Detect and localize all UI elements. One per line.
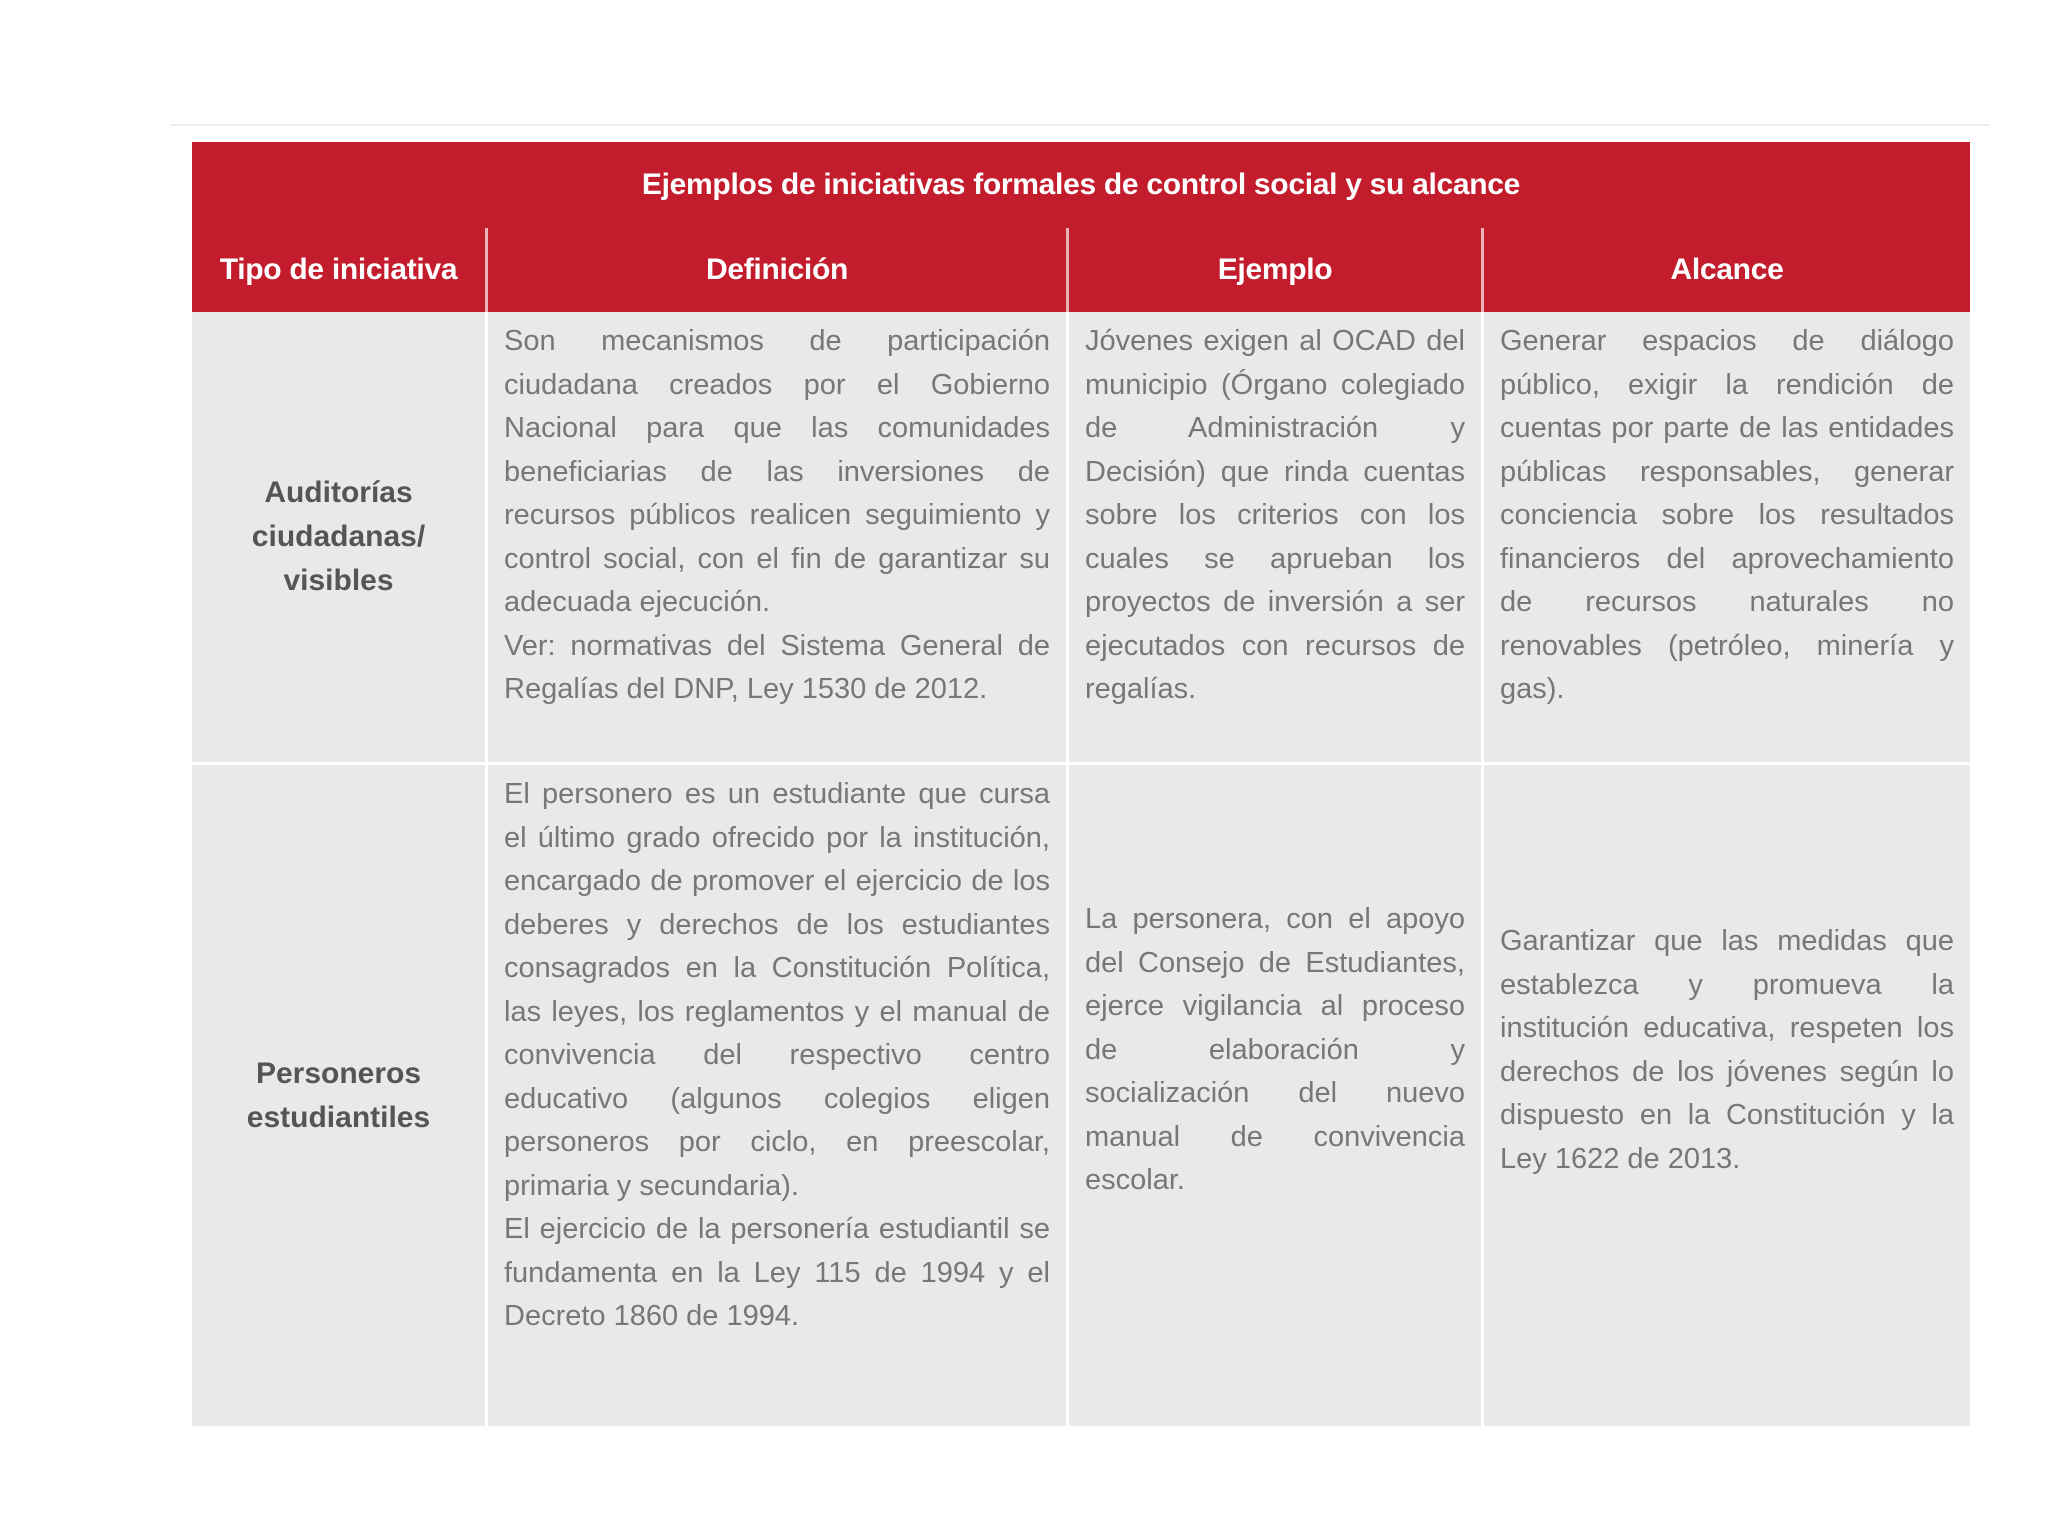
header-tipo: Tipo de iniciativa bbox=[192, 228, 485, 312]
row-2-alcance bbox=[1484, 765, 1970, 1426]
row-2-ejemplo bbox=[1069, 765, 1481, 1426]
row-2-ejemplo-text: La personera, con el apoyo del Consejo de Estudiantes, ejerce vigilancia al proceso de elaboración y socialización del nuevo manual de convivencia escolar. bbox=[1085, 903, 1465, 1197]
header-ejemplo: Ejemplo bbox=[1069, 228, 1481, 312]
row-2-definicion-ref: El ejercicio de la personería estudiantil se fundamenta en la Ley 115 de 1994 y el Decreto 1860 de 1994. bbox=[504, 1213, 1050, 1332]
initiatives-table bbox=[192, 142, 1970, 1426]
row-1-alcance bbox=[1484, 312, 1970, 762]
row-1-definicion-text: Son mecanismos de participación ciudadana creados por el Gobierno Nacional para que las comunidades beneficiarias de las inversiones de recursos públicos realicen seguimiento y control social, con el fin de garantizar su adecuada ejecución. bbox=[504, 325, 1050, 618]
row-1-ejemplo bbox=[1069, 312, 1481, 762]
table-title: Ejemplos de iniciativas formales de control social y su alcance bbox=[192, 142, 1970, 228]
row-2-alcance-text: Garantizar que las medidas que establezca y promueva la institución educativa, respeten los derechos de los jóvenes según lo dispuesto en la Constitución y la Ley 1622 de 2013. bbox=[1500, 925, 1954, 1175]
row-1-tipo bbox=[192, 312, 485, 762]
row-2-definicion bbox=[488, 765, 1066, 1426]
row-1-tipo-text: Auditorías ciudadanas/ visibles bbox=[251, 476, 426, 597]
top-rule bbox=[170, 124, 1990, 126]
row-1-alcance-text: Generar espacios de diálogo público, exigir la rendición de cuentas por parte de las entidades públicas responsables, generar conciencia sobre los resultados financieros del aprovechamiento de recursos naturales no renovables (petróleo, minería y gas). bbox=[1500, 325, 1954, 705]
row-2-tipo-text: Personeros estudiantiles bbox=[246, 1056, 431, 1134]
header-definicion: Definición bbox=[488, 228, 1066, 312]
row-1-ejemplo-text: Jóvenes exigen al OCAD del municipio (Órgano colegiado de Administración y Decisión) que rinda cuentas sobre los criterios con los cuales se aprueban los proyectos de inversión a ser ejecutados con recursos de regalías. bbox=[1085, 325, 1465, 705]
row-1-definicion bbox=[488, 312, 1066, 762]
header-alcance: Alcance bbox=[1484, 228, 1970, 312]
row-2-definicion-text: El personero es un estudiante que cursa el último grado ofrecido por la institución, encargado de promover el ejercicio de los deberes y derechos de los estudiantes consagrados en la Constitución Política, las leyes, los reglamentos y el manual de convivencia del respectivo centro educativo (algunos colegios eligen personeros por ciclo, en preescolar, primaria y secundaria). bbox=[504, 778, 1050, 1202]
row-2-tipo bbox=[192, 765, 485, 1426]
row-1-definicion-ref: Ver: normativas del Sistema General de Regalías del DNP, Ley 1530 de 2012. bbox=[504, 629, 1050, 705]
